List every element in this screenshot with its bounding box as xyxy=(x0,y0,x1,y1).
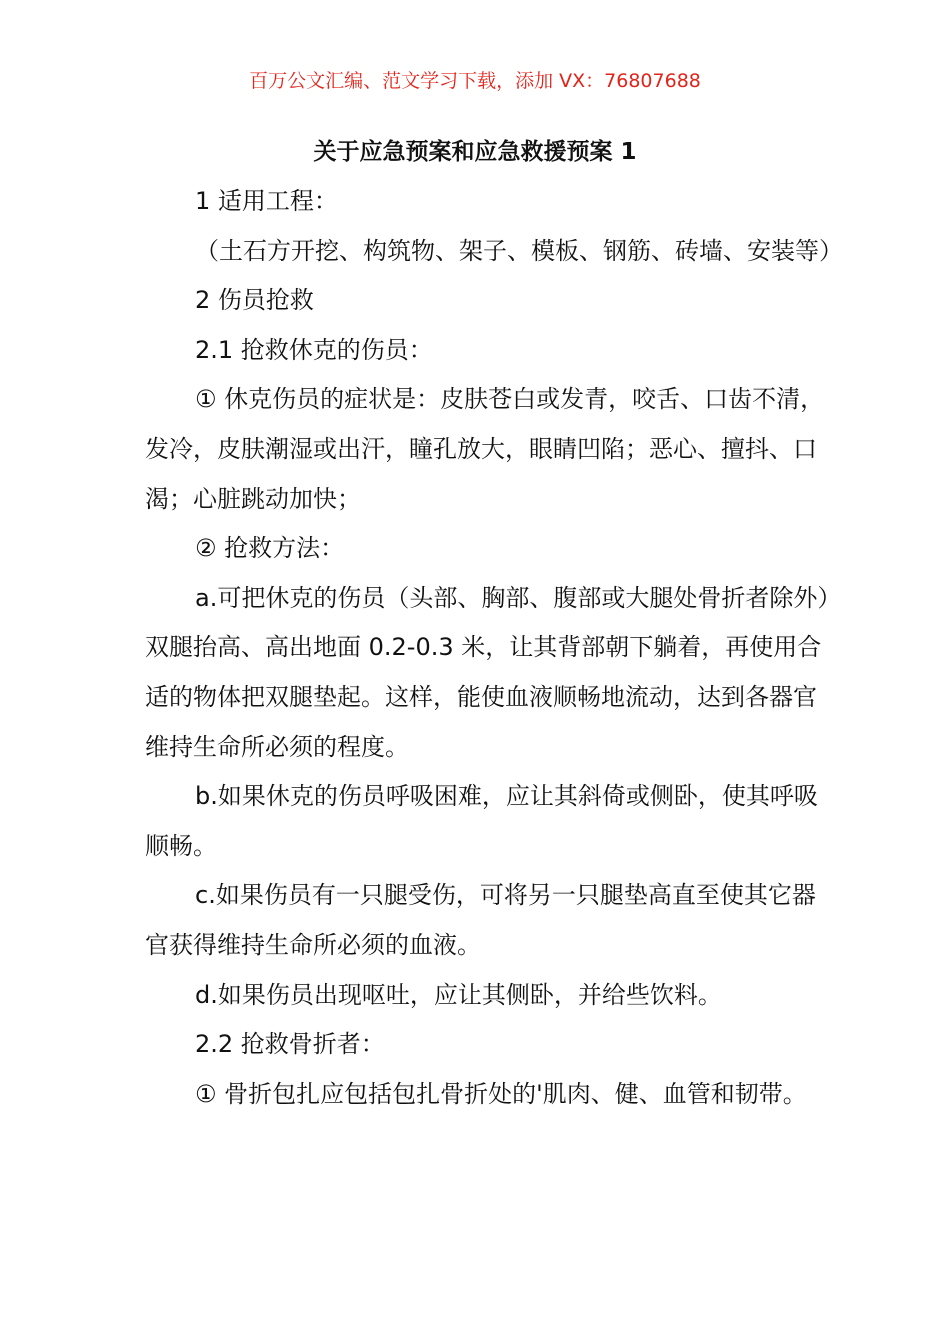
paragraph-method-a: a.可把休克的伤员（头部、胸部、腹部或大腿处骨折者除外）双腿抬高、高出地面 0.2-0.3 米，让其背部朝下躺着，再使用合适的物体把双腿垫起。这样，能使血液顺畅地流动，达到各器官维持生命所必须的程度。 xyxy=(145,583,830,761)
paragraph-fracture-bandage: ① 骨折包扎应包括包扎骨折处的'肌肉、健、血管和韧带。 xyxy=(195,1079,807,1108)
paragraph-shock-symptoms: ① 休克伤员的症状是：皮肤苍白或发青，咬舌、口齿不清，发冷，皮肤潮湿或出汗，瞳孔放大，眼睛凹陷；恶心、擅抖、口渴；心脏跳动加快； xyxy=(145,385,825,513)
paragraph-project-list: （土石方开挖、构筑物、架子、模板、钢筋、砖墙、安装等） xyxy=(195,236,843,265)
watermark-banner: 百万公文汇编、范文学习下载，添加 VX：76807688 xyxy=(249,70,701,92)
document-title: 关于应急预案和应急救援预案 1 xyxy=(313,139,637,165)
document-body xyxy=(145,177,843,1119)
paragraph-method-b: b.如果休克的伤员呼吸困难，应让其斜倚或侧卧，使其呼吸顺畅。 xyxy=(145,782,818,860)
paragraph-applicable-projects: 1 适用工程： xyxy=(195,187,338,215)
paragraph-method-c: c.如果伤员有一只腿受伤，可将另一只腿垫高直至使其它器官获得维持生命所必须的血液。 xyxy=(145,881,816,959)
subsection-heading-fracture: 2.2 抢救骨折者： xyxy=(195,1030,385,1059)
section-heading-rescue: 2 伤员抢救 xyxy=(195,286,314,315)
paragraph-rescue-method-heading: ② 抢救方法： xyxy=(195,534,345,563)
subsection-heading-shock: 2.1 抢救休克的伤员： xyxy=(195,335,433,364)
paragraph-method-d: d.如果伤员出现呕吐，应让其侧卧，并给些饮料。 xyxy=(195,980,722,1009)
